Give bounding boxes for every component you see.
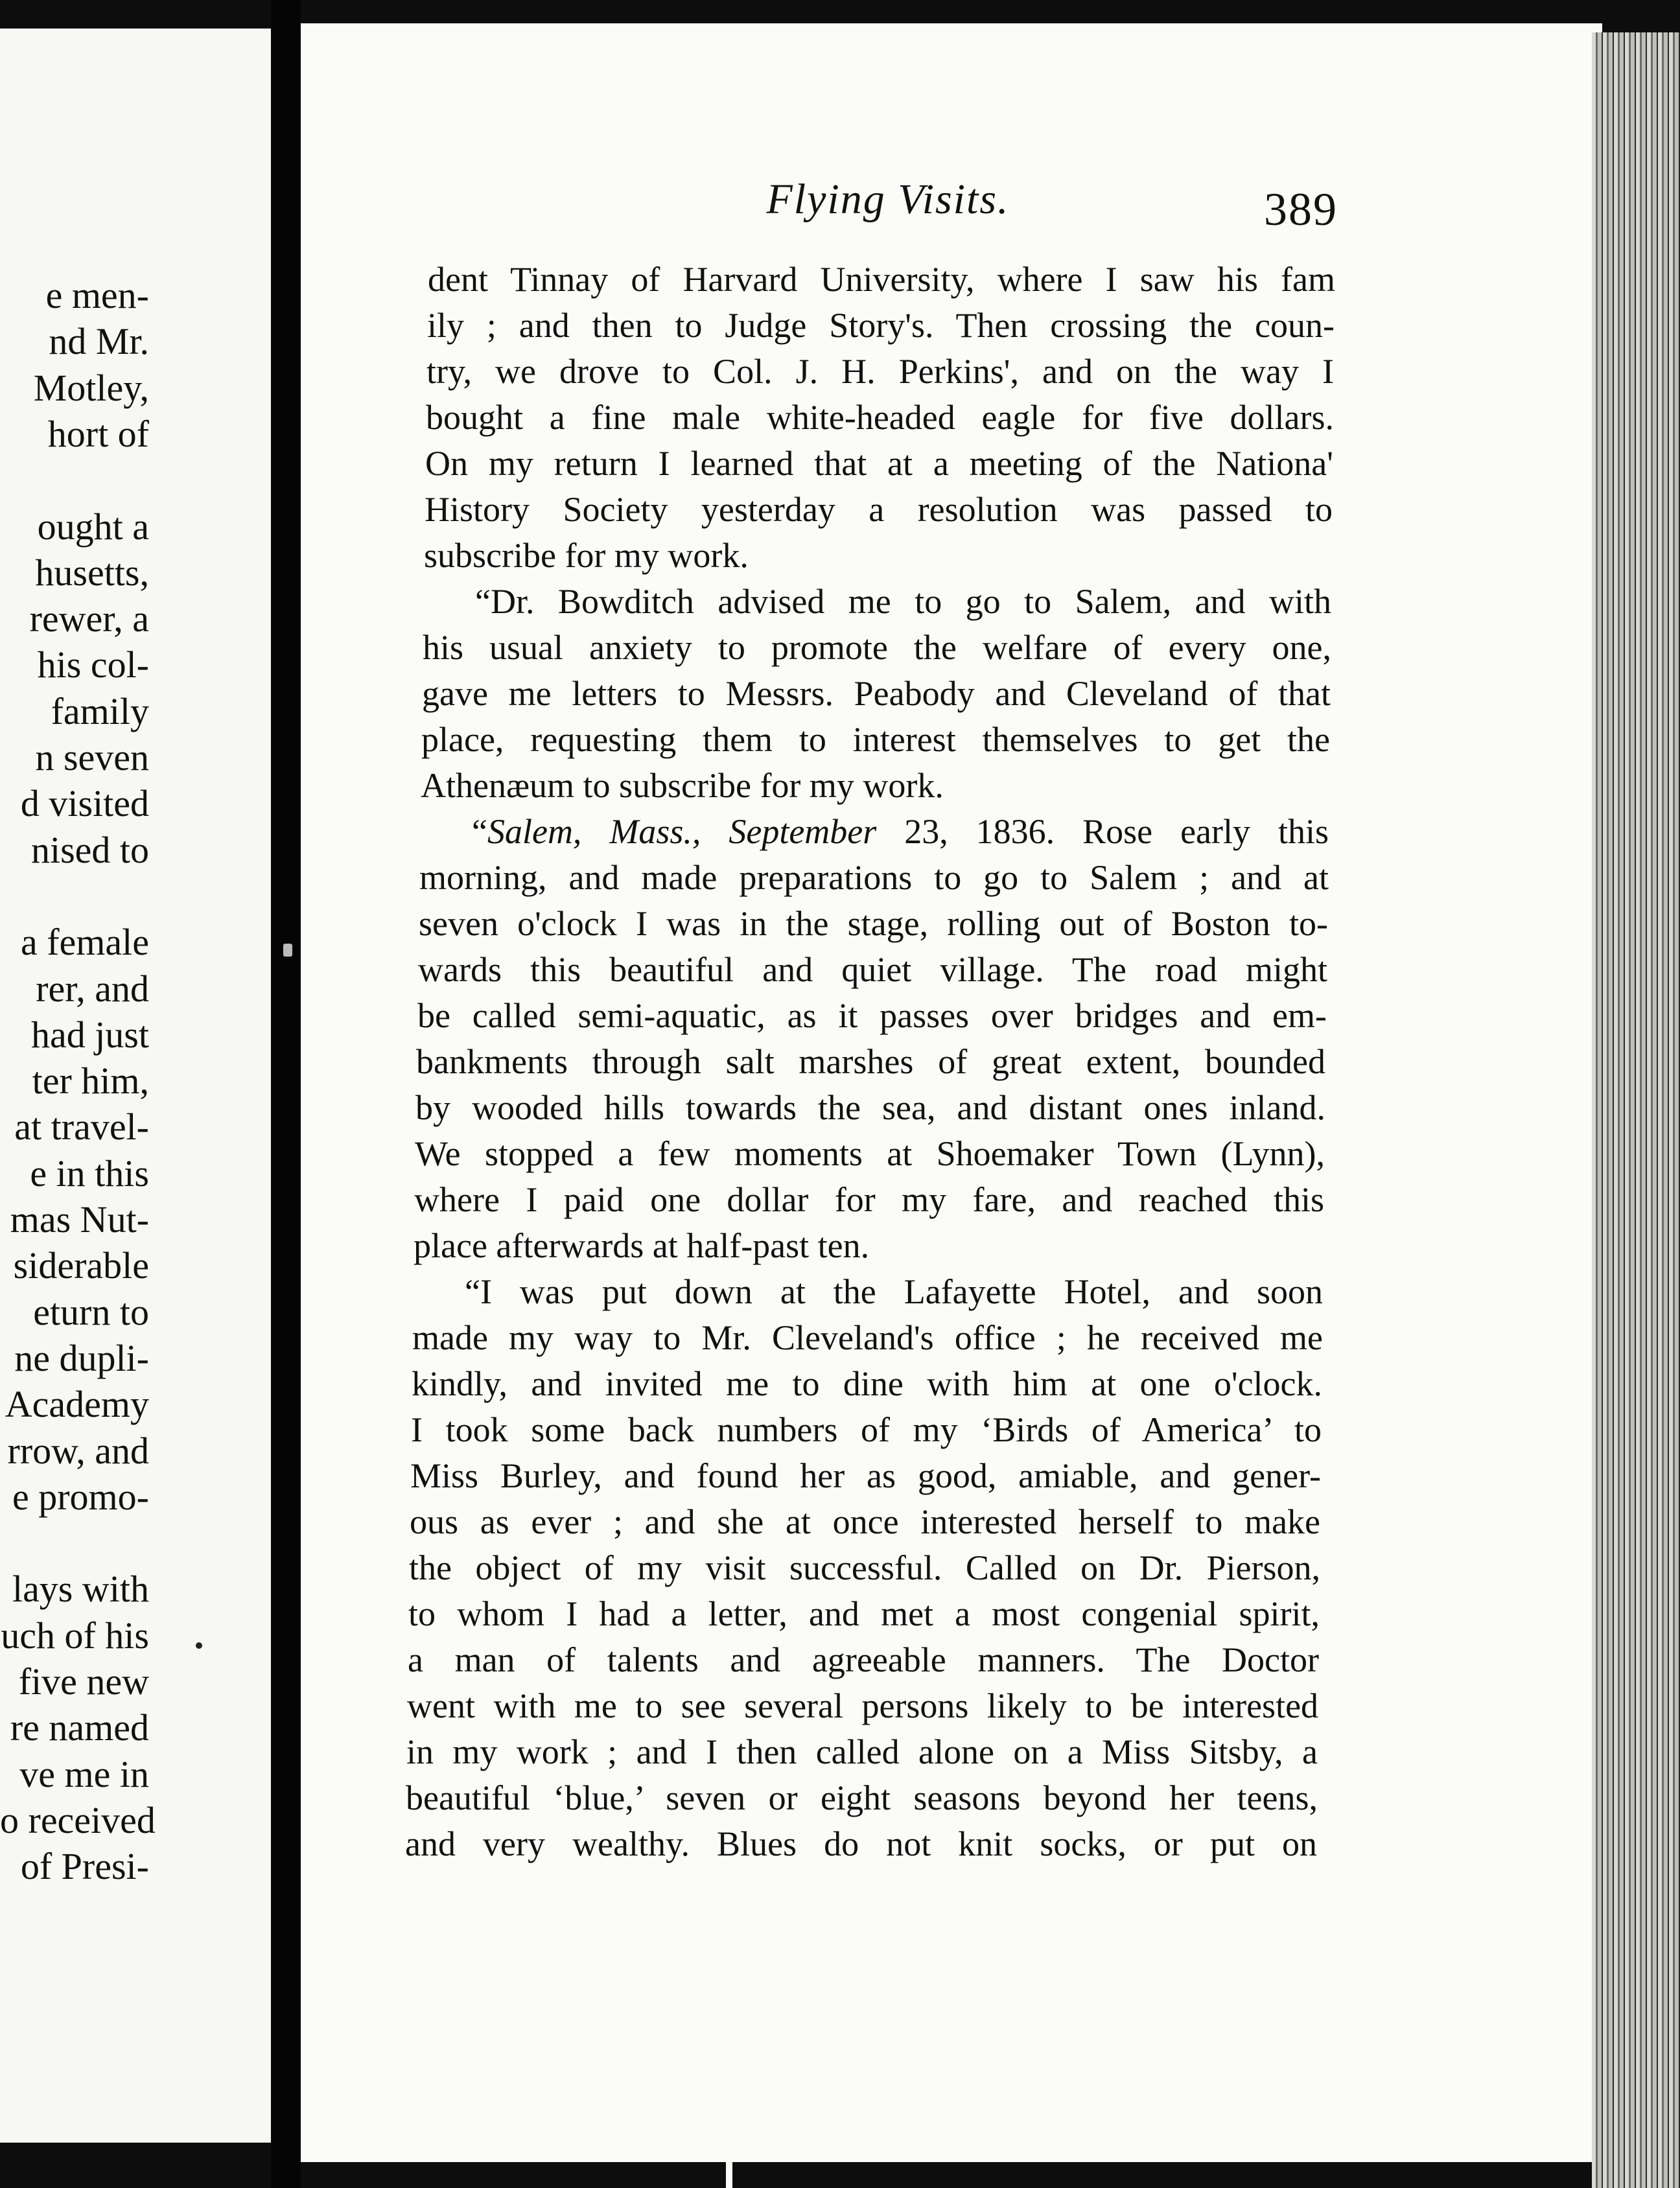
body-line: ily ; and then to Judge Story's. Then crossing the coun-: [427, 306, 1335, 345]
left-page-line: lays with: [12, 1568, 149, 1610]
left-page-line: had just: [30, 1014, 149, 1056]
left-page-line: ought a: [37, 506, 149, 548]
left-page-line: husetts,: [35, 552, 149, 594]
body-line: the object of my visit successful. Called on Dr. Pierson,: [409, 1548, 1321, 1587]
left-page-line: his col-: [37, 644, 149, 686]
body-line: History Society yesterday a resolution was passed to: [425, 490, 1333, 529]
left-page-line: mas Nut-: [10, 1198, 149, 1240]
left-page-line: ve me in: [19, 1753, 149, 1795]
left-page-line: n seven: [35, 736, 149, 778]
body-line: made my way to Mr. Cleveland's office ; he received me: [412, 1318, 1324, 1357]
body-line: On my return I learned that at a meeting of the Nationa': [425, 444, 1333, 483]
left-page-line: rer, and: [36, 968, 149, 1010]
body-line: his usual anxiety to promote the welfare of every one,: [423, 628, 1332, 667]
page-edges: [1592, 32, 1680, 2188]
body-line: beautiful ‘blue,’ seven or eight seasons beyond her teens,: [406, 1778, 1318, 1817]
body-line: a man of talents and agreeable manners. The Doctor: [408, 1640, 1319, 1679]
left-page-line: re named: [10, 1706, 149, 1749]
body-line: and very wealthy. Blues do not knit socks, or put on: [405, 1824, 1318, 1863]
left-page-line: ter him,: [32, 1060, 149, 1102]
body-line: “Salem, Mass., September 23, 1836. Rose early this: [472, 812, 1329, 851]
left-page-line: o received: [0, 1799, 156, 1841]
left-page-line: hort of: [47, 413, 149, 455]
body-line: place afterwards at half-past ten.: [414, 1226, 870, 1265]
body-line: try, we drove to Col. J. H. Perkins', and on the way I: [426, 352, 1335, 391]
speck-mark: [196, 1642, 202, 1649]
left-page-line: Academy: [5, 1383, 149, 1425]
book-gutter: [271, 0, 301, 2188]
body-line: in my work ; and I then called alone on a Miss Sitsby, a: [406, 1732, 1318, 1771]
left-page-line: d visited: [20, 782, 149, 824]
left-page-line: siderable: [13, 1244, 149, 1286]
left-page-line: at travel-: [14, 1106, 149, 1148]
body-line: bought a fine male white-headed eagle for five dollars.: [426, 398, 1335, 437]
body-line: seven o'clock I was in the stage, rolling out of Boston to-: [419, 904, 1328, 943]
body-line: Miss Burley, and found her as good, amiable, and gener-: [410, 1456, 1321, 1495]
body-line: bankments through salt marshes of great extent, bounded: [416, 1042, 1326, 1081]
left-page-line: ne dupli-: [14, 1337, 149, 1379]
body-line: subscribe for my work.: [424, 536, 749, 575]
body-line: gave me letters to Messrs. Peabody and Cleveland of that: [422, 674, 1331, 713]
body-line: Athenæum to subscribe for my work.: [421, 766, 944, 805]
body-line: kindly, and invited me to dine with him at one o'clock.: [412, 1364, 1323, 1403]
body-line: dent Tinnay of Harvard University, where I saw his fam: [428, 260, 1336, 299]
body-line: be called semi-aquatic, as it passes over bridges and em-: [417, 996, 1327, 1035]
body-line: wards this beautiful and quiet village. The road might: [418, 950, 1328, 989]
italic-date: Salem, Mass., September: [487, 812, 877, 851]
left-page-line: e promo-: [12, 1476, 149, 1518]
left-page-line: family: [51, 690, 149, 732]
body-line: We stopped a few moments at Shoemaker Town (Lynn),: [415, 1134, 1325, 1173]
left-page-line: e men-: [45, 274, 149, 316]
left-page-line: of Presi-: [20, 1845, 149, 1887]
body-line: to whom I had a letter, and met a most congenial spirit,: [408, 1594, 1320, 1633]
body-line: went with me to see several persons likely to be interested: [407, 1686, 1319, 1725]
left-page-line: nd Mr.: [49, 320, 149, 362]
body-line: by wooded hills towards the sea, and distant ones inland.: [415, 1088, 1325, 1127]
left-page-line: nised to: [30, 829, 149, 871]
body-line: “I was put down at the Lafayette Hotel, and soon: [465, 1272, 1323, 1311]
page-tab-mark: [726, 2158, 732, 2188]
body-line: where I paid one dollar for my fare, and reached this: [414, 1180, 1325, 1219]
left-page-line: a female: [20, 921, 149, 963]
left-page-line: rrow, and: [7, 1430, 149, 1472]
body-line: place, requesting them to interest themselves to get the: [421, 720, 1331, 759]
left-page-line: uch of his: [1, 1614, 149, 1657]
left-page-line: e in this: [30, 1152, 149, 1194]
left-page-line: rewer, a: [29, 598, 149, 640]
page-number: 389: [1264, 183, 1338, 235]
body-line: ous as ever ; and she at once interested herself to make: [410, 1502, 1321, 1541]
body-line: I took some back numbers of my ‘Birds of America’ to: [411, 1410, 1322, 1449]
body-line: morning, and made preparations to go to Salem ; and at: [419, 858, 1329, 897]
left-page: [0, 29, 271, 2143]
running-head: Flying Visits.: [766, 176, 1010, 223]
gutter-mark: [283, 944, 292, 957]
left-page-line: eturn to: [33, 1291, 149, 1333]
left-page-line: Motley,: [33, 367, 149, 409]
body-line: “Dr. Bowditch advised me to go to Salem, and with: [475, 582, 1331, 621]
left-page-line: five new: [18, 1660, 149, 1703]
